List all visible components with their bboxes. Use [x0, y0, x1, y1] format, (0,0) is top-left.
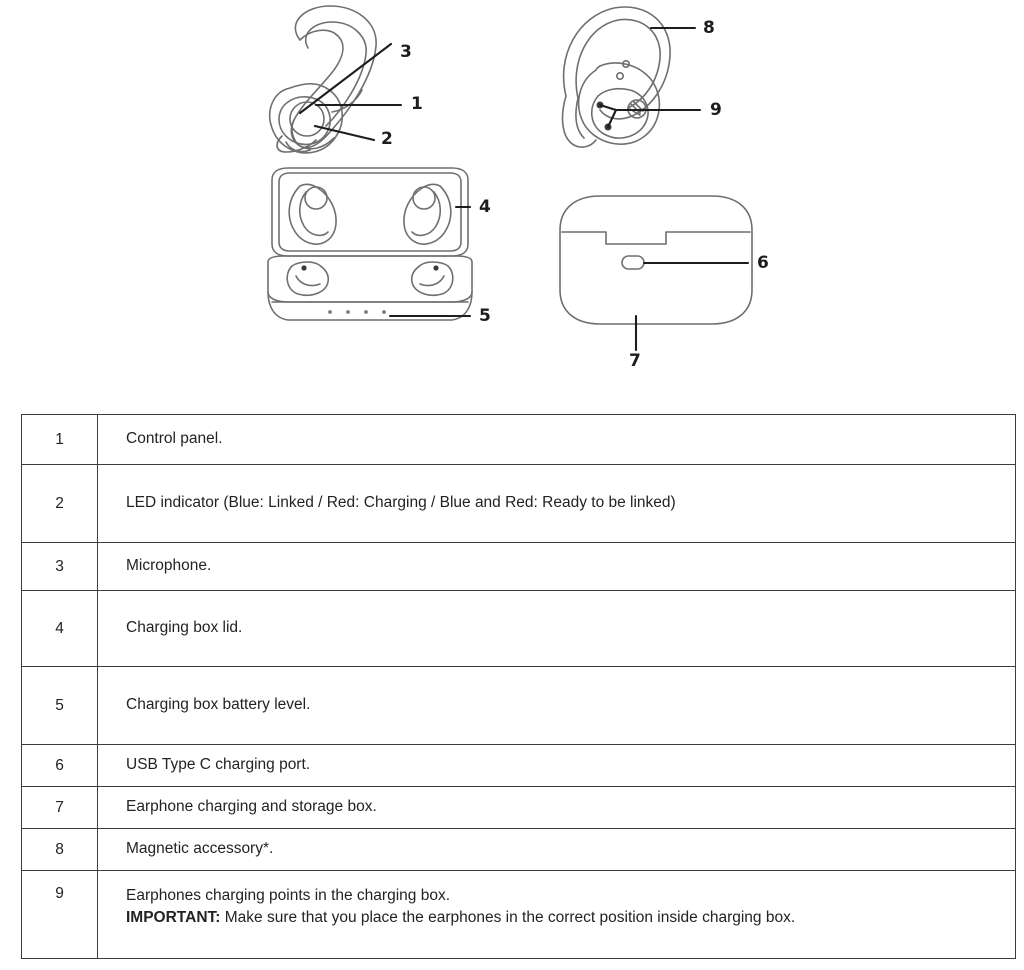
part-description-line-1: Earphones charging points in the charging box.	[126, 887, 450, 904]
part-number: 4	[22, 591, 98, 667]
callout-number-1: 1	[411, 94, 423, 114]
callout-number-5: 5	[479, 306, 491, 326]
part-description: LED indicator (Blue: Linked / Red: Charging / Blue and Red: Ready to be linked)	[98, 465, 1016, 543]
part-number: 6	[22, 745, 98, 787]
part-number: 7	[22, 787, 98, 829]
part-description: Microphone.	[98, 543, 1016, 591]
part-description-line-2	[126, 907, 1015, 929]
table-row	[22, 415, 1016, 465]
figure-charging-box-closed-view	[560, 196, 752, 324]
part-description: Control panel.	[98, 415, 1016, 465]
part-description: Charging box battery level.	[98, 667, 1016, 745]
callout-number-3: 3	[400, 42, 412, 62]
callout-number-6: 6	[757, 253, 769, 273]
part-number: 1	[22, 415, 98, 465]
part-number: 9	[22, 871, 98, 959]
table-row	[22, 787, 1016, 829]
part-description	[98, 871, 1016, 959]
figure-charging-box-open-view	[268, 168, 472, 320]
part-description: USB Type C charging port.	[98, 745, 1016, 787]
part-description: Magnetic accessory*.	[98, 829, 1016, 871]
figure-earphone-inner-view	[270, 6, 376, 153]
callout-number-8: 8	[703, 18, 715, 38]
table-row	[22, 667, 1016, 745]
table-row	[22, 745, 1016, 787]
part-number: 8	[22, 829, 98, 871]
parts-legend-table	[21, 414, 1016, 959]
part-number: 5	[22, 667, 98, 745]
part-description: Earphone charging and storage box.	[98, 787, 1016, 829]
part-number: 2	[22, 465, 98, 543]
table-row	[22, 829, 1016, 871]
table-row	[22, 871, 1016, 959]
important-label: IMPORTANT:	[126, 909, 221, 927]
table-row	[22, 543, 1016, 591]
part-number: 3	[22, 543, 98, 591]
important-text: Make sure that you place the earphones in the correct position inside charging box.	[220, 909, 796, 927]
diagram-area	[0, 0, 1024, 400]
callout-number-4: 4	[479, 197, 491, 217]
callout-number-2: 2	[381, 129, 393, 149]
part-description: Charging box lid.	[98, 591, 1016, 667]
earphone-diagram-illustration	[0, 0, 1024, 400]
table-row	[22, 591, 1016, 667]
callout-number-7: 7	[629, 351, 641, 371]
table-row	[22, 465, 1016, 543]
callout-number-9: 9	[710, 100, 722, 120]
